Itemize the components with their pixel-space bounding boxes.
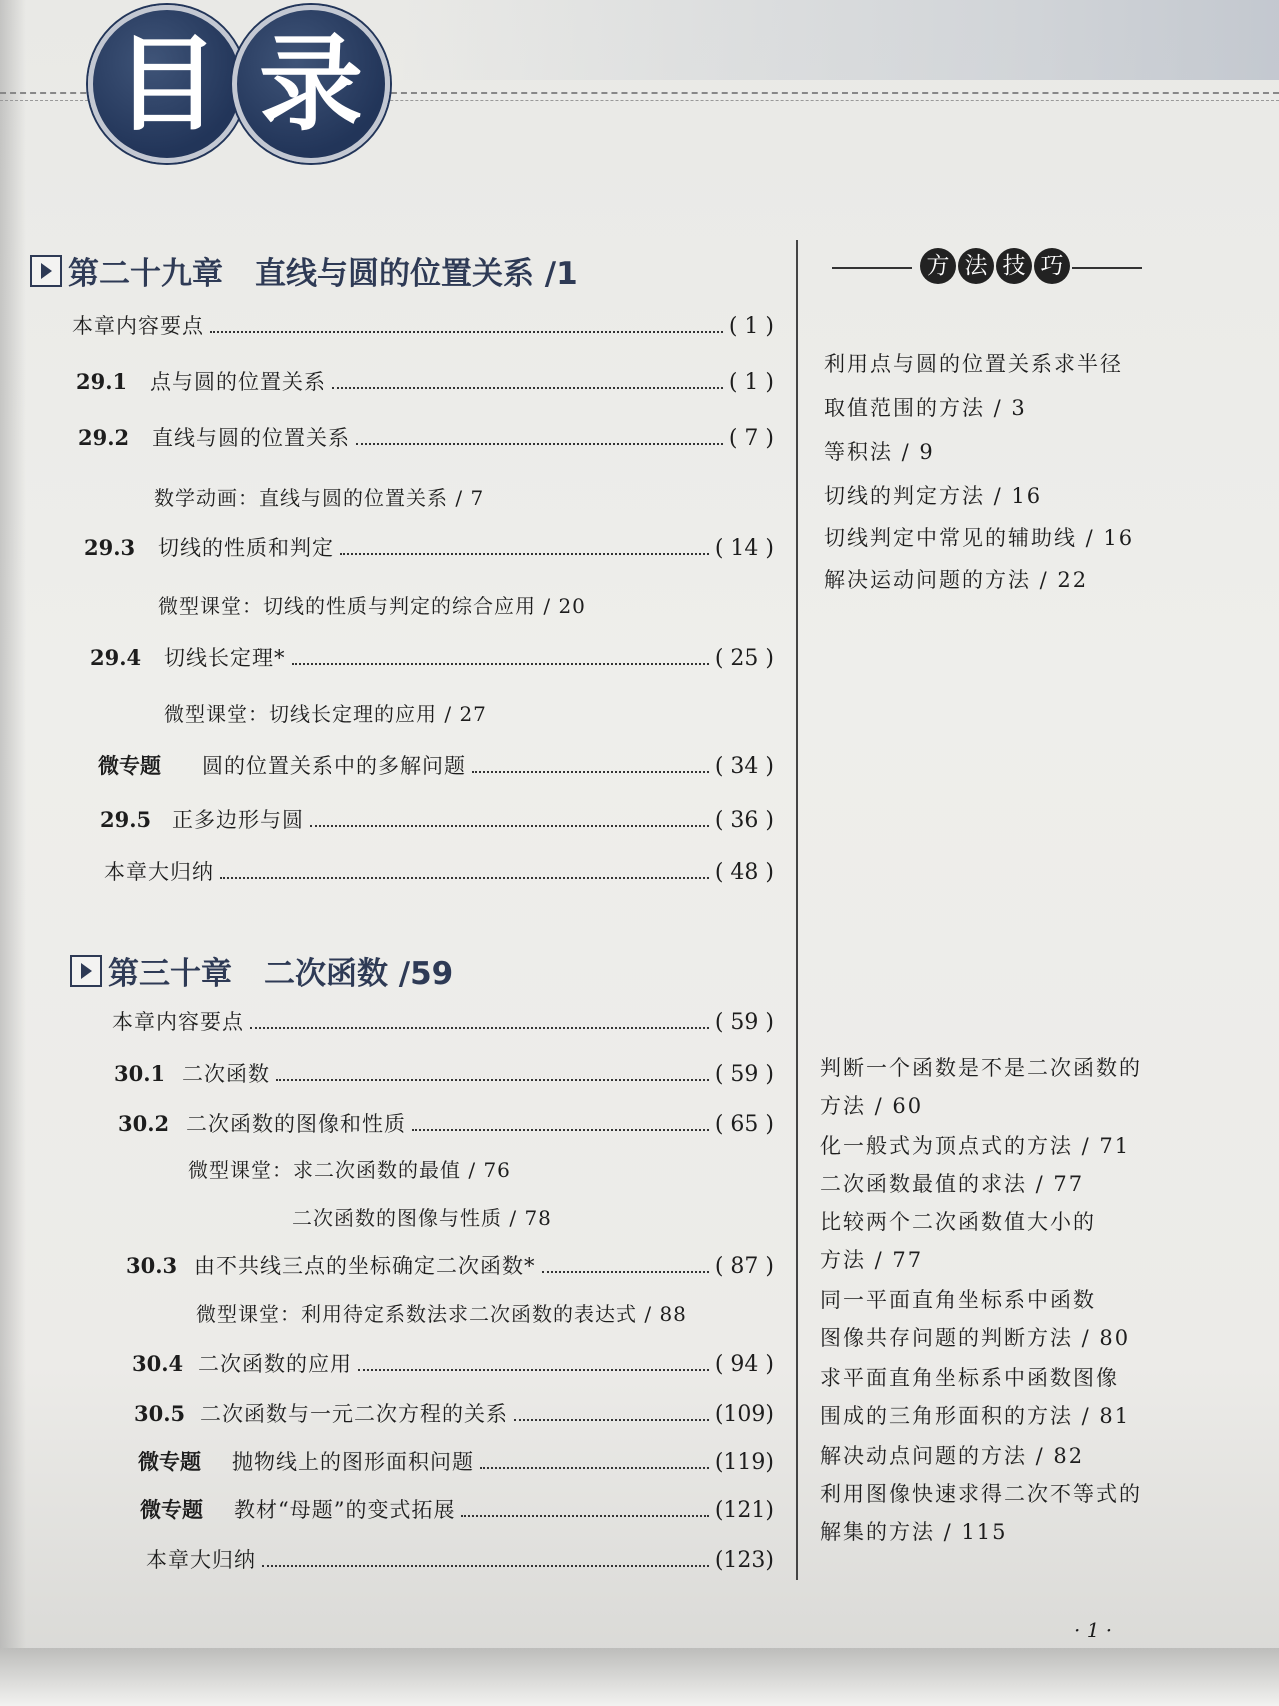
method-line: 判断一个函数是不是二次函数的 (820, 1056, 1142, 1080)
toc-entry[interactable]: 30.4 二次函数的应用 ( 94 ) (132, 1351, 774, 1377)
heading-char: 法 (958, 248, 994, 284)
toc-entry[interactable]: 微专题 抛物线上的图形面积问题 (119) (138, 1450, 774, 1475)
chapter-label: 第三十章 (108, 956, 232, 992)
title-char-2: 录 (232, 5, 390, 163)
method-line: 利用点与圆的位置关系求半径 (824, 352, 1123, 376)
toc-sub-entry[interactable]: 微型课堂：切线长定理的应用 / 27 (164, 702, 487, 726)
method-line: 方法 / 77 (820, 1248, 924, 1272)
heading-char: 技 (996, 248, 1032, 284)
toc-entry[interactable]: 30.3 由不共线三点的坐标确定二次函数* ( 87 ) (126, 1253, 774, 1279)
toc-sub-entry[interactable]: 微型课堂：求二次函数的最值 / 76 (188, 1158, 511, 1182)
heading-char: 方 (920, 248, 956, 284)
method-line: 解集的方法 / 115 (820, 1520, 1008, 1544)
heading-char: 巧 (1034, 248, 1070, 284)
method-line: 方法 / 60 (820, 1094, 924, 1118)
method-line: 利用图像快速求得二次不等式的 (820, 1482, 1142, 1506)
toc-entry[interactable]: 微专题 教材“母题”的变式拓展 (121) (140, 1498, 774, 1523)
page-number: · 1 · (1074, 1618, 1113, 1642)
toc-entry[interactable]: 本章内容要点 ( 1 ) (72, 314, 774, 339)
toc-sub-entry[interactable]: 微型课堂：利用待定系数法求二次函数的表达式 / 88 (196, 1302, 687, 1326)
toc-entry[interactable]: 微专题 圆的位置关系中的多解问题 ( 34 ) (98, 754, 774, 779)
toc-sub-entry[interactable]: 微型课堂：切线的性质与判定的综合应用 / 20 (158, 594, 586, 618)
column-divider (796, 240, 798, 1580)
toc-sub-entry[interactable]: 数学动画：直线与圆的位置关系 / 7 (154, 486, 485, 510)
toc-entry[interactable]: 29.2 直线与圆的位置关系 ( 7 ) (78, 425, 774, 451)
toc-entry[interactable]: 本章大归纳 (123) (146, 1548, 774, 1573)
page-bottom-edge (0, 1648, 1279, 1706)
method-line: 同一平面直角坐标系中函数 (820, 1288, 1096, 1312)
method-line: 解决运动问题的方法 / 22 (824, 568, 1089, 592)
method-line: 切线判定中常见的辅助线 / 16 (824, 526, 1135, 550)
chapter-title: 二次函数 /59 (264, 956, 454, 992)
toc-sub-entry[interactable]: 二次函数的图像与性质 / 78 (292, 1206, 552, 1230)
method-line: 化一般式为顶点式的方法 / 71 (820, 1134, 1131, 1158)
title-char-1: 目 (88, 5, 246, 163)
method-line: 比较两个二次函数值大小的 (820, 1210, 1096, 1234)
toc-entry[interactable]: 30.2 二次函数的图像和性质 ( 65 ) (118, 1111, 774, 1137)
chapter-29-heading[interactable] (30, 248, 578, 293)
toc-entry[interactable]: 本章大归纳 ( 48 ) (104, 860, 774, 885)
method-line: 图像共存问题的判断方法 / 80 (820, 1326, 1131, 1350)
chapter-30-heading[interactable] (70, 948, 453, 993)
method-line: 围成的三角形面积的方法 / 81 (820, 1404, 1131, 1428)
header-decoration (400, 0, 1279, 80)
toc-entry[interactable]: 本章内容要点 ( 59 ) (112, 1010, 774, 1035)
binding-shadow (0, 0, 26, 1706)
chapter-arrow-icon (30, 255, 62, 287)
method-line: 取值范围的方法 / 3 (824, 396, 1027, 420)
method-line: 二次函数最值的求法 / 77 (820, 1172, 1085, 1196)
toc-entry[interactable]: 29.3 切线的性质和判定 ( 14 ) (84, 535, 774, 561)
toc-entry[interactable]: 29.4 切线长定理* ( 25 ) (90, 645, 774, 671)
toc-entry[interactable]: 30.1 二次函数 ( 59 ) (114, 1061, 774, 1087)
method-line: 切线的判定方法 / 16 (824, 484, 1043, 508)
chapter-arrow-icon (70, 955, 102, 987)
method-line: 解决动点问题的方法 / 82 (820, 1444, 1085, 1468)
toc-entry[interactable]: 30.5 二次函数与一元二次方程的关系 (109) (134, 1401, 774, 1427)
chapter-label: 第二十九章 (68, 256, 223, 292)
methods-heading (832, 248, 1142, 288)
toc-entry[interactable]: 29.1 点与圆的位置关系 ( 1 ) (76, 369, 774, 395)
method-line: 求平面直角坐标系中函数图像 (820, 1366, 1119, 1390)
chapter-title: 直线与圆的位置关系 /1 (255, 256, 578, 292)
toc-entry[interactable]: 29.5 正多边形与圆 ( 36 ) (100, 807, 774, 833)
method-line: 等积法 / 9 (824, 440, 935, 464)
